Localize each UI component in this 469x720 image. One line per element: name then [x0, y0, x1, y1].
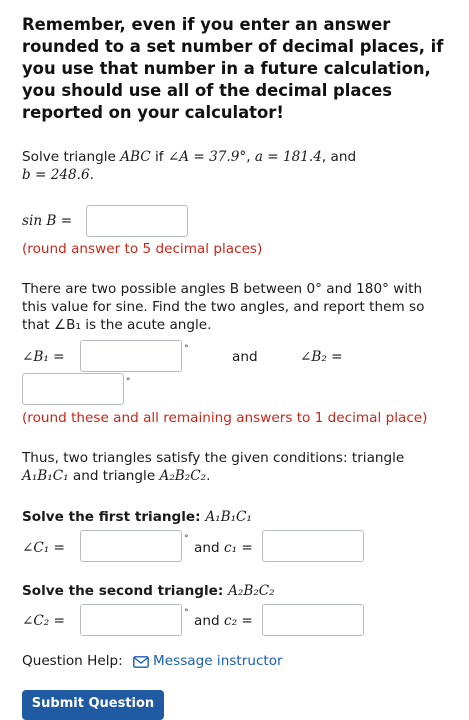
degree-symbol: ° [126, 377, 131, 387]
thus-end: . [206, 468, 211, 484]
and-label: and [194, 540, 220, 556]
first-triangle-heading [22, 508, 252, 526]
problem-and: , and [321, 149, 357, 165]
side-c2-label: c₂ = [224, 613, 253, 629]
sin-b-rounding-note: (round answer to 5 decimal places) [22, 241, 263, 257]
and-label: and [232, 349, 258, 365]
angle-b2-input[interactable] [22, 373, 124, 405]
message-instructor-link[interactable] [133, 653, 283, 669]
problem-prefix: Solve triangle [22, 149, 121, 165]
angles-instructions: There are two possible angles B between 0° and 180° with this value for sine. Find the two angles, and report them so that ∠B₁ is the acute angle. [22, 281, 425, 333]
second-triangle-heading [22, 582, 275, 600]
first-triangle-name: A₁B₁C₁ [205, 509, 252, 525]
second-triangle-title: Solve the second triangle: [22, 583, 229, 599]
angle-b1-input[interactable] [80, 340, 182, 372]
angle-b2-label: ∠B₂ = [300, 349, 343, 365]
side-c1-label: c₁ = [224, 540, 253, 556]
degree-symbol: ° [184, 344, 189, 354]
message-instructor-label: Message instructor [153, 653, 283, 669]
envelope-icon [133, 656, 149, 668]
submit-question-button[interactable]: Submit Question [22, 690, 164, 720]
problem-if: if [150, 149, 168, 165]
thus-line: Thus, two triangles satisfy the given conditions: triangle [22, 450, 405, 466]
triangle-name: ABC [120, 149, 151, 165]
side-c1-input[interactable] [262, 530, 364, 562]
problem-statement [22, 148, 452, 184]
side-c2-input[interactable] [262, 604, 364, 636]
second-triangle-name: A₂B₂C₂ [228, 583, 275, 599]
angle-c2-input[interactable] [80, 604, 182, 636]
angle-c1-input[interactable] [80, 530, 182, 562]
two-triangles-text [22, 449, 452, 485]
side-b-given: b = 248.6 [22, 167, 90, 183]
angle-c2-label: ∠C₂ = [22, 613, 65, 629]
rounding-note: (round these and all remaining answers to 1 decimal place) [22, 410, 428, 426]
question-help [22, 652, 283, 670]
thus-mid: and triangle [68, 468, 160, 484]
sin-b-input[interactable] [86, 205, 188, 237]
degree-symbol: ° [184, 608, 189, 618]
angle-b1-label: ∠B₁ = [22, 349, 65, 365]
reminder-text: Remember, even if you enter an answer rounded to a set number of decimal places, if you use that number in a future calculation, you should use all of the decimal places reported on your calculator! [22, 15, 444, 122]
angle-c1-label: ∠C₁ = [22, 540, 65, 556]
sin-b-label: sin B = [22, 213, 73, 229]
side-a-given: a = 181.4 [254, 149, 322, 165]
question-help-label: Question Help: [22, 653, 123, 669]
degree-symbol: ° [184, 534, 189, 544]
and-label: and [194, 613, 220, 629]
first-triangle-title: Solve the first triangle: [22, 509, 206, 525]
triangle-1-name: A₁B₁C₁ [22, 468, 69, 484]
problem-period: . [89, 167, 94, 183]
problem-sep: , [246, 149, 255, 165]
angle-a-given: ∠A = 37.9° [167, 149, 247, 165]
triangle-2-name: A₂B₂C₂ [159, 468, 207, 484]
